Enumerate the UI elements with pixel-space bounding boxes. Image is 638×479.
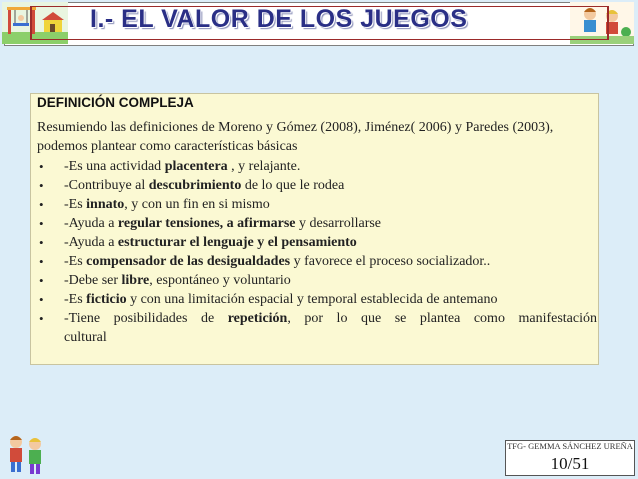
bullet-icon: • <box>39 311 44 326</box>
item-text: , por lo que se plantea como manifestación <box>287 311 597 326</box>
bullet-icon: • <box>39 292 44 307</box>
characteristics-list <box>37 157 597 347</box>
bullet-icon: • <box>39 216 44 231</box>
item-emphasis: ficticio <box>86 292 127 307</box>
item-text: -Es <box>64 197 87 212</box>
item-text: -Ayuda a <box>64 216 118 231</box>
item-emphasis: libre <box>121 273 150 288</box>
list-item <box>37 157 597 176</box>
item-text: -Es una actividad <box>64 159 165 174</box>
list-item <box>37 309 597 328</box>
item-emphasis: placentera <box>164 159 228 174</box>
item-text: , y relajante. <box>227 159 301 174</box>
slide-title: I.- EL VALOR DE LOS JUEGOS <box>90 5 468 33</box>
page-number: 10/51 <box>550 454 590 473</box>
intro-paragraph: Resumiendo las definiciones de Moreno y Gómez (2008), Jiménez( 2006) y Paredes (2003), podemos plantear como características básicas <box>37 120 554 154</box>
item-emphasis: estructurar el lenguaje y el pensamiento <box>117 235 357 250</box>
list-item-continuation <box>37 328 597 347</box>
bullet-icon: • <box>39 159 44 174</box>
item-text: -Contribuye al <box>64 178 149 193</box>
list-item <box>37 233 597 252</box>
item-text: -Debe ser <box>64 273 122 288</box>
section-heading: DEFINICIÓN COMPLEJA <box>37 95 194 110</box>
item-text: y desarrollarse <box>295 216 382 231</box>
list-item <box>37 195 597 214</box>
item-text: , y con un fin en si mismo <box>124 197 270 212</box>
list-item <box>37 176 597 195</box>
item-text: de lo que le rodea <box>241 178 345 193</box>
children-icon <box>2 430 48 478</box>
bullet-icon: • <box>39 235 44 250</box>
list-item <box>37 290 597 309</box>
item-emphasis: repetición <box>227 311 288 326</box>
item-emphasis: regular tensiones, a afirmarse <box>117 216 296 231</box>
author-label: TFG- GEMMA SÁNCHEZ UREÑA <box>507 441 633 451</box>
item-text: -Es <box>64 254 87 269</box>
item-text: y con una limitación espacial y temporal establecida de antemano <box>126 292 498 307</box>
item-emphasis: compensador de las desigualdades <box>86 254 291 269</box>
bullet-icon: • <box>39 273 44 288</box>
item-text: -Es <box>64 292 87 307</box>
bullet-icon: • <box>39 178 44 193</box>
item-text: -Ayuda a <box>64 235 118 250</box>
bullet-icon: • <box>39 197 44 212</box>
bullet-icon: • <box>39 254 44 269</box>
list-item <box>37 214 597 233</box>
list-item <box>37 252 597 271</box>
item-text: y favorece el proceso socializador.. <box>290 254 491 269</box>
list-item <box>37 271 597 290</box>
item-emphasis: innato <box>86 197 125 212</box>
item-emphasis: descubrimiento <box>148 178 242 193</box>
item-text: cultural <box>64 330 107 345</box>
item-text: , espontáneo y voluntario <box>149 273 291 288</box>
item-text: -Tiene posibilidades de <box>64 311 228 326</box>
